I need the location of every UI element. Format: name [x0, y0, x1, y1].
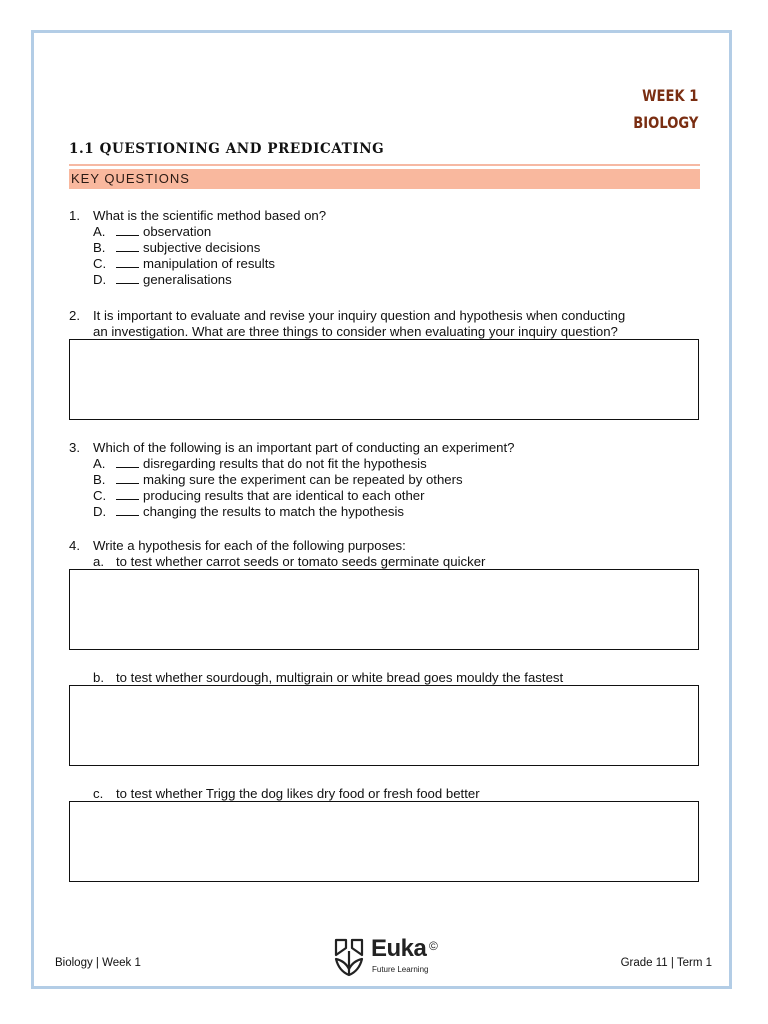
part-letter: c. [93, 786, 104, 801]
option-letter: D. [93, 272, 107, 287]
question-3 [69, 440, 704, 520]
section-title: 1.1 QUESTIONING AND PREDICATING [69, 141, 385, 157]
option-text: changing the results to match the hypothesis [143, 504, 404, 519]
question-number: 4. [69, 538, 80, 553]
option-text: subjective decisions [143, 240, 261, 255]
question-1 [69, 208, 704, 288]
option-letter: C. [93, 256, 107, 271]
part-letter: a. [93, 554, 104, 569]
question-number: 2. [69, 308, 80, 323]
option-c[interactable] [93, 488, 704, 504]
title-divider [69, 164, 700, 166]
copyright-symbol: © [429, 939, 438, 953]
option-letter: A. [93, 224, 106, 239]
option-b[interactable] [93, 240, 704, 256]
option-text: disregarding results that do not fit the hypothesis [143, 456, 427, 471]
question-4b [93, 670, 563, 686]
answer-box-q4b[interactable] [69, 685, 699, 766]
question-4c [93, 786, 480, 802]
part-text: to test whether Trigg the dog likes dry food or fresh food better [116, 786, 480, 801]
option-letter: B. [93, 472, 106, 487]
question-2 [69, 308, 704, 340]
option-letter: D. [93, 504, 107, 519]
week-heading [633, 82, 698, 136]
question-4 [69, 538, 704, 554]
option-text: manipulation of results [143, 256, 275, 271]
option-text: making sure the experiment can be repeated by others [143, 472, 463, 487]
answer-blank[interactable] [116, 272, 139, 284]
answer-blank[interactable] [116, 240, 139, 252]
part-text: to test whether carrot seeds or tomato seeds germinate quicker [116, 554, 486, 569]
option-text: producing results that are identical to each other [143, 488, 425, 503]
option-letter: C. [93, 488, 107, 503]
answer-blank[interactable] [116, 472, 139, 484]
week-label: WEEK 1 [641, 86, 698, 105]
option-d[interactable] [93, 272, 704, 288]
part-text: to test whether sourdough, multigrain or white bread goes mouldy the fastest [116, 670, 564, 685]
question-text: Which of the following is an important part of conducting an experiment? [93, 440, 515, 455]
answer-blank[interactable] [116, 456, 139, 468]
part-letter: b. [93, 670, 104, 685]
logo-tagline: Future Learning [372, 965, 429, 974]
logo-name: Euka [371, 935, 427, 962]
answer-blank[interactable] [116, 224, 139, 236]
question-number: 1. [69, 208, 80, 223]
question-text: Write a hypothesis for each of the following purposes: [93, 538, 406, 553]
option-d[interactable] [93, 504, 704, 520]
question-text: What is the scientific method based on? [93, 208, 327, 223]
answer-box-q2[interactable] [69, 339, 699, 420]
question-number: 3. [69, 440, 80, 455]
option-text: observation [143, 224, 212, 239]
key-questions-bar: KEY QUESTIONS [69, 169, 700, 189]
answer-box-q4c[interactable] [69, 801, 699, 882]
option-text: generalisations [143, 272, 232, 287]
option-c[interactable] [93, 256, 704, 272]
question-4a [93, 554, 485, 570]
option-letter: B. [93, 240, 106, 255]
answer-blank[interactable] [116, 488, 139, 500]
option-b[interactable] [93, 472, 704, 488]
option-letter: A. [93, 456, 106, 471]
leaf-icon [333, 937, 365, 977]
answer-blank[interactable] [116, 256, 139, 268]
option-a[interactable] [93, 224, 704, 240]
question-text-line-2: an investigation. What are three things to consider when evaluating your inquiry question? [93, 324, 618, 339]
euka-logo [333, 935, 448, 980]
option-a[interactable] [93, 456, 704, 472]
answer-box-q4a[interactable] [69, 569, 699, 650]
subject-label: BIOLOGY [632, 113, 698, 132]
footer-subject-week: Biology | Week 1 [55, 957, 141, 969]
footer-grade-term: Grade 11 | Term 1 [620, 957, 712, 969]
question-text-line-1: It is important to evaluate and revise your inquiry question and hypothesis when conducting [93, 308, 626, 323]
answer-blank[interactable] [116, 504, 139, 516]
